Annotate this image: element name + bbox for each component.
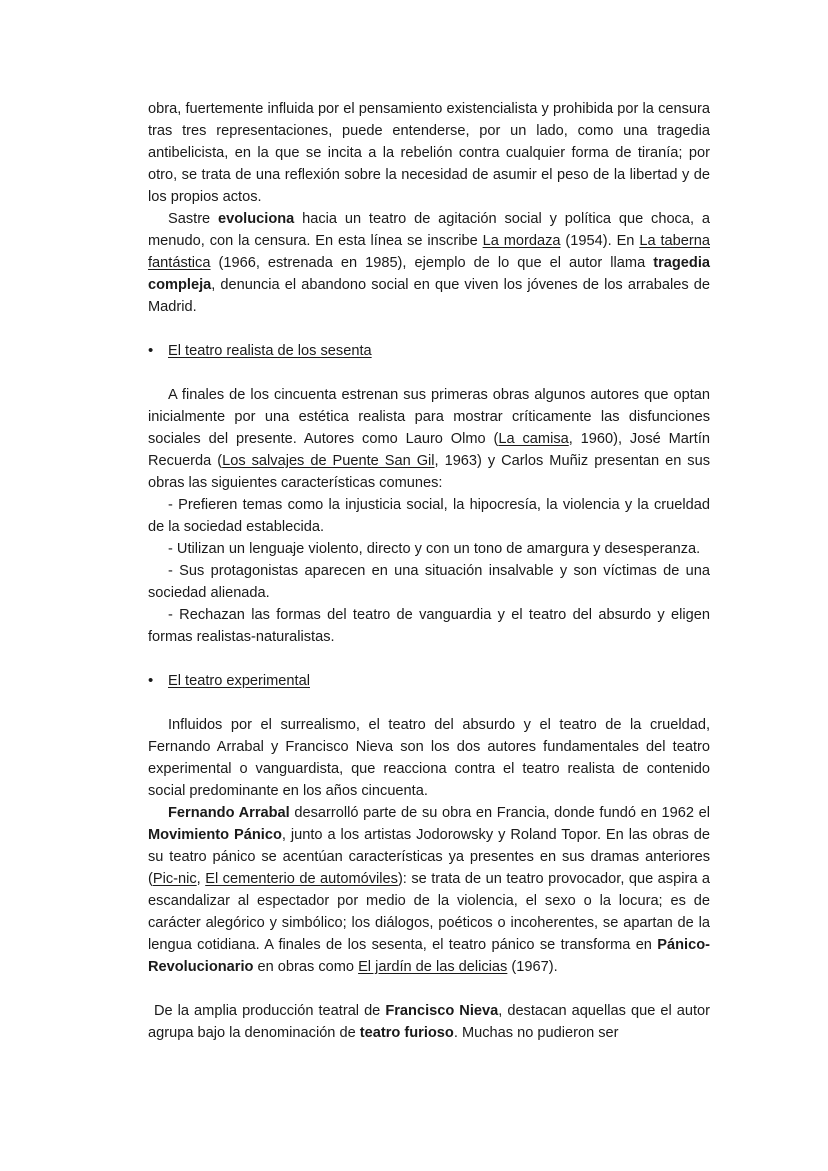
- bold-term: Movimiento Pánico: [148, 827, 282, 843]
- section-heading-experimental: [148, 670, 710, 692]
- text-run: , denuncia el abandono social en que viven los jóvenes de los arrabales de Madrid.: [148, 277, 710, 315]
- work-title: El jardín de las delicias: [358, 959, 508, 975]
- work-title: La camisa: [498, 431, 569, 447]
- paragraph-realista-intro: [148, 384, 710, 494]
- text-run: ,: [196, 871, 206, 887]
- work-title: El cementerio de automóviles: [205, 871, 398, 887]
- text-run: (1954). En: [560, 233, 640, 249]
- paragraph-nieva: [148, 1000, 710, 1044]
- section-heading-text: El teatro realista de los sesenta: [168, 343, 372, 359]
- list-item: - Prefieren temas como la injusticia social, la hipocresía, la violencia y la crueldad de la sociedad establecida.: [148, 497, 710, 535]
- list-item: - Utilizan un lenguaje violento, directo y con un tono de amargura y desesperanza.: [168, 541, 701, 557]
- work-title: La mordaza: [482, 233, 561, 249]
- section-heading-text: El teatro experimental: [168, 673, 310, 689]
- text-run: (1967).: [507, 959, 558, 975]
- bold-term: Francisco Nieva: [385, 1003, 499, 1019]
- text-run: ): se trata de un teatro provocador, que aspira a escandalizar al espectador por medio de la violencia, el sexo o la locura; es de carácter alegórico y simbólico; los diálogos, poéticos o incoherentes, se apartan de la lengua cotidiana. A finales de los sesenta, el teatro pánico se transforma en: [148, 871, 711, 953]
- text-run: desarrolló parte de su obra en Francia, donde fundó en 1962 el: [289, 805, 710, 821]
- text-run: A finales de los cincuenta estrenan sus primeras obras algunos autores que optan inicialmente por una estética realista para mostrar críticamente las disfunciones sociales del presente. Autores como Lauro Olmo (: [148, 387, 710, 447]
- text-run: , junto a los artistas Jodorowsky y Roland Topor. En las obras de su teatro pánico se acentúan características ya presentes en sus dramas anteriores (: [148, 827, 711, 887]
- text-run: , destacan aquellas que el autor agrupa bajo la denominación de: [148, 1003, 710, 1041]
- text-run: De la amplia producción teatral de: [154, 1003, 386, 1019]
- text-run: , 1963) y Carlos Muñiz presentan en sus obras las siguientes características comunes:: [148, 453, 710, 491]
- section-heading-realista: [148, 340, 710, 362]
- bold-term: evoluciona: [218, 211, 295, 227]
- paragraph-existencialista: obra, fuertemente influida por el pensamiento existencialista y prohibida por la censura tras tres representaciones, puede entenderse, por un lado, como una tragedia antibelicista, en la que se incita a la rebelión contra cualquier forma de tiranía; por otro, se trata de una reflexión sobre la necesidad de asumir el peso de la libertad y de los propios actos.: [148, 101, 710, 205]
- paragraph-arrabal: [148, 802, 710, 978]
- text-run: . Muchas no pudieron ser: [453, 1025, 619, 1041]
- bullet-icon: [148, 670, 168, 692]
- work-title: Los salvajes de Puente San Gil: [222, 453, 435, 469]
- bold-term: tragedia compleja: [148, 255, 710, 293]
- bullet-icon: [148, 340, 168, 362]
- text-run: (1966, estrenada en 1985), ejemplo de lo que el autor llama: [210, 255, 654, 271]
- bold-term: teatro furioso: [359, 1025, 454, 1041]
- paragraph-experimental-intro: Influidos por el surrealismo, el teatro del absurdo y el teatro de la crueldad, Fernando Arrabal y Francisco Nieva son los dos autores fundamentales del teatro experimental o vanguardista, que reacciona contra el teatro realista de contenido social predominante en los años cincuenta.: [148, 717, 710, 799]
- text-run: hacia un teatro de agitación social y política que choca, a menudo, con la censura. En esta línea se inscribe: [148, 211, 710, 249]
- list-item: - Sus protagonistas aparecen en una situación insalvable y son víctimas de una sociedad alienada.: [148, 563, 710, 601]
- bold-term: Fernando Arrabal: [168, 805, 290, 821]
- list-item: - Rechazan las formas del teatro de vanguardia y el teatro del absurdo y eligen formas realistas-naturalistas.: [148, 607, 710, 645]
- bold-term: Pánico-Revolucionario: [148, 937, 710, 975]
- paragraph-sastre-evolucion: [148, 208, 710, 318]
- text-run: , 1960), José Martín Recuerda (: [148, 431, 710, 469]
- text-run: en obras como: [253, 959, 359, 975]
- work-title: Pic-nic: [152, 871, 197, 887]
- text-run: Sastre: [168, 211, 219, 227]
- work-title: La taberna fantástica: [148, 233, 710, 271]
- text-column: [148, 98, 710, 1044]
